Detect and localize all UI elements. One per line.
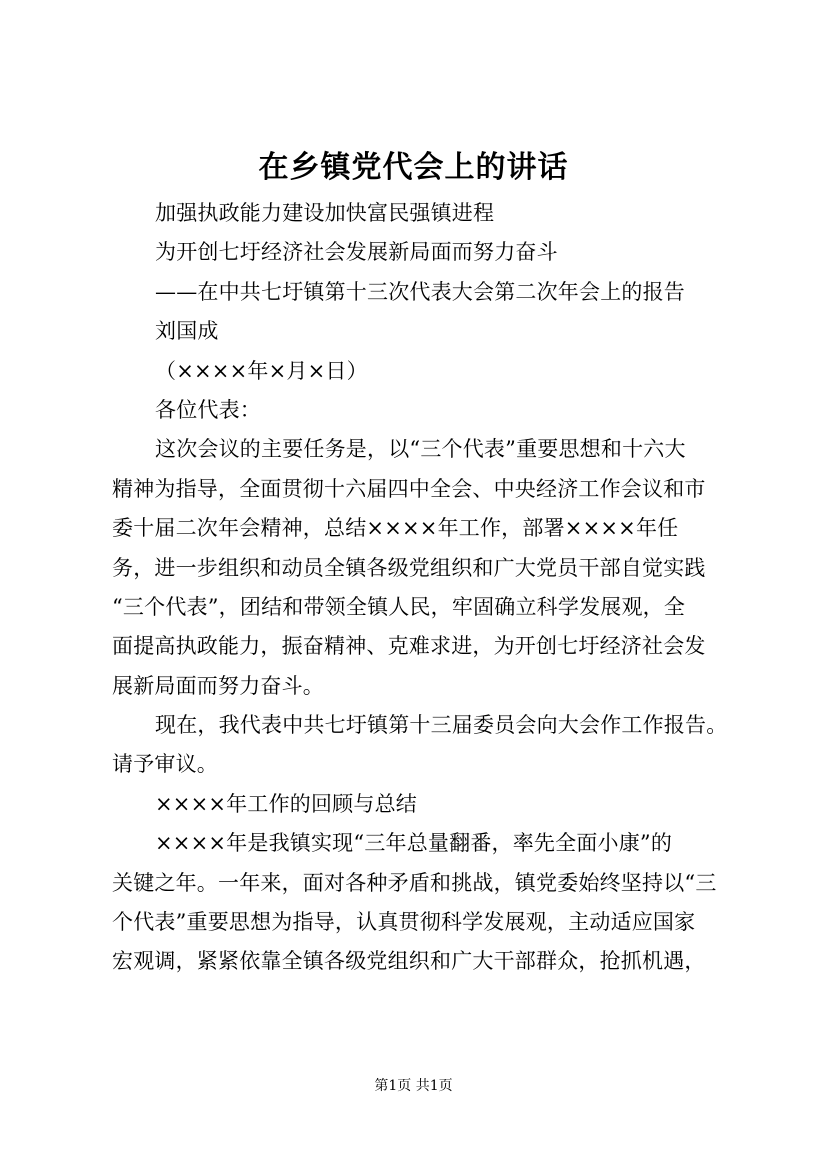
salutation-line: 各位代表： (155, 397, 261, 422)
paragraph-line: ××××年是我镇实现“三年总量翻番，率先全面小康”的 (155, 831, 673, 856)
paragraph-line: “三个代表”，团结和带领全镇人民，牢固确立科学发展观，全 (112, 594, 686, 619)
paragraph-3 (112, 824, 737, 982)
paragraph-line: 务，进一步组织和动员全镇各级党组织和广大党员干部自觉实践 (112, 555, 706, 580)
subtitle-line-2: 为开创七圩经济社会发展新局面而努力奋斗 (155, 240, 558, 265)
paragraph-line: 宏观调，紧紧依靠全镇各级党组织和广大干部群众，抢抓机遇， (112, 949, 706, 974)
section-heading: ××××年工作的回顾与总结 (155, 791, 417, 816)
subtitle-line-1: 加强执政能力建设加快富民强镇进程 (155, 201, 495, 225)
paragraph-2 (112, 706, 737, 785)
paragraph-line: 个代表”重要思想为指导，认真贯彻科学发展观，主动适应国家 (112, 910, 696, 935)
paragraph-line: 这次会议的主要任务是，以“三个代表”重要思想和十六大 (155, 437, 686, 462)
paragraph-1 (112, 430, 737, 706)
paragraph-line: 精神为指导，全面贯彻十六届四中全会、中央经济工作会议和市 (112, 476, 706, 501)
document-title: 在乡镇党代会上的讲话 (258, 150, 569, 185)
page-footer: 第1页 共1页 (374, 1078, 453, 1094)
subtitle-line-3: ——在中共七圩镇第十三次代表大会第二次年会上的报告 (155, 279, 685, 304)
author-line: 刘国成 (155, 319, 219, 344)
paragraph-line: 关键之年。一年来，面对各种矛盾和挑战，镇党委始终坚持以“三 (112, 870, 717, 895)
paragraph-line: 展新局面而努力奋斗。 (112, 673, 324, 698)
paragraph-line: 委十届二次年会精神，总结××××年工作，部署××××年任 (112, 516, 679, 541)
paragraph-line: 面提高执政能力，振奋精神、克难求进，为开创七圩经济社会发 (112, 634, 706, 659)
document-body (112, 194, 737, 982)
date-line: （××××年×月×日） (155, 358, 368, 383)
paragraph-line: 现在，我代表中共七圩镇第十三届委员会向大会作工作报告。 (155, 713, 728, 738)
paragraph-line: 请予审议。 (112, 752, 218, 777)
